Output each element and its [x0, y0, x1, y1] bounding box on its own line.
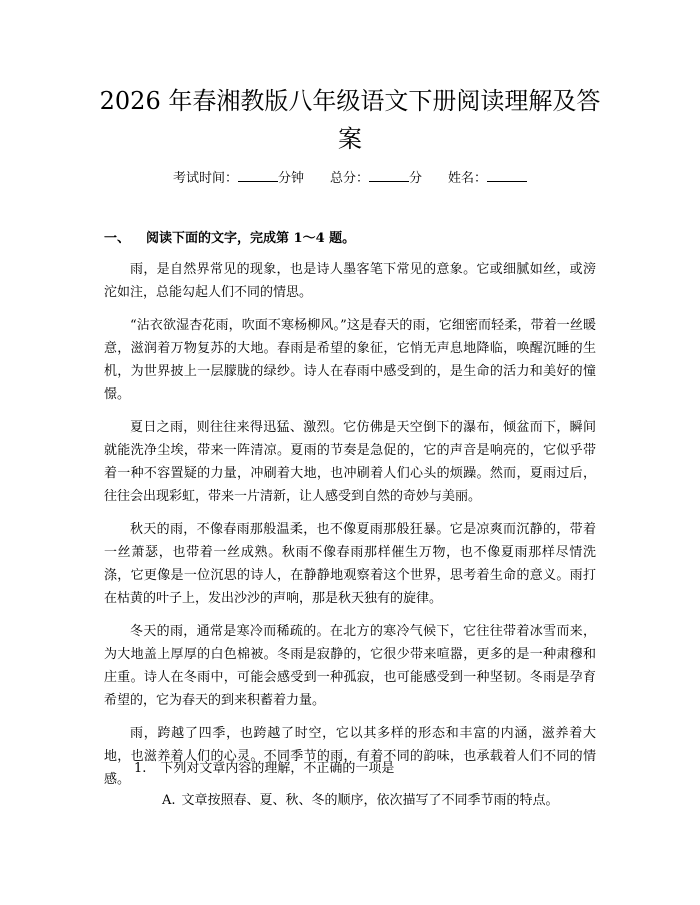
- passage-paragraph: 雨，跨越了四季，也跨越了时空，它以其多样的形态和丰富的内涵，滋养着大地，也滋养着人们的心灵。不同季节的雨，有着不同的韵味，也承载着人们不同的情感。: [104, 726, 596, 787]
- option-a: [162, 793, 559, 809]
- score-label: 总分：: [329, 171, 369, 186]
- passage-paragraph: 冬天的雨，通常是寒冷而稀疏的。在北方的寒冷气候下，它往往带着冰雪而来，为大地盖上厚厚的白色棉被。冬雨是寂静的，它很少带来喧嚣，更多的是一种肃穆和庄重。诗人在冬雨中，可能会感受到一种孤寂，也可能感受到一种坚韧。冬雨是孕育希望的，它为春天的到来积蓄着力量。: [104, 624, 596, 708]
- passage-paragraph: 夏日之雨，则往往来得迅猛、激烈。它仿佛是天空倒下的瀑布，倾盆而下，瞬间就能洗净尘埃，带来一阵清凉。夏雨的节奏是急促的，它的声音是响亮的，它似乎带着一种不容置疑的力量，冲刷着大地，也冲刷着人们心头的烦躁。然而，夏雨过后，往往会出现彩虹，带来一片清新，让人感受到自然的奇妙与美丽。: [104, 420, 596, 504]
- question-number: 1.: [134, 761, 147, 776]
- passage-paragraph: 雨，是自然界常见的现象，也是诗人墨客笔下常见的意象。它或细腻如丝，或滂沱如注，总能勾起人们不同的情思。: [104, 262, 596, 300]
- option-label: A.: [162, 793, 176, 808]
- passage-paragraph: “沾衣欲湿杏花雨，吹面不寒杨柳风。”这是春天的雨，它细密而轻柔，带着一丝暖意，滋润着万物复苏的大地。春雨是希望的象征，它悄无声息地降临，唤醒沉睡的生机，为世界披上一层朦胧的绿纱。诗人在春雨中感受到的，是生命的活力和美好的憧憬。: [104, 318, 596, 402]
- question-text: 下列对文章内容的理解，不正确的一项是: [160, 761, 395, 776]
- exam-info-line: [0, 170, 700, 187]
- name-blank: [487, 170, 527, 182]
- reading-passage: [104, 258, 596, 801]
- question-1: [134, 761, 394, 777]
- option-text: 文章按照春、夏、秋、冬的顺序，依次描写了不同季节雨的特点。: [181, 793, 559, 808]
- section-number: 一、: [104, 231, 131, 246]
- name-label: 姓名：: [448, 171, 488, 186]
- time-unit: 分钟: [277, 171, 304, 186]
- score-blank: [369, 170, 409, 182]
- document-title: 2026 年春湘教版八年级语文下册阅读理解及答案: [99, 87, 601, 153]
- section-heading: [104, 231, 355, 247]
- time-label: 考试时间：: [172, 171, 238, 186]
- time-blank: [238, 170, 278, 182]
- score-unit: 分: [409, 171, 423, 186]
- passage-paragraph: 秋天的雨，不像春雨那般温柔，也不像夏雨那般狂暴。它是凉爽而沉静的，带着一丝萧瑟，也带着一丝成熟。秋雨不像春雨那样催生万物，也不像夏雨那样尽情洗涤，它更像是一位沉思的诗人，在静静地观察着这个世界，思考着生命的意义。雨打在枯黄的叶子上，发出沙沙的声响，那是秋天独有的旋律。: [104, 522, 596, 606]
- section-instruction: 阅读下面的文字，完成第 1～4 题。: [146, 231, 356, 246]
